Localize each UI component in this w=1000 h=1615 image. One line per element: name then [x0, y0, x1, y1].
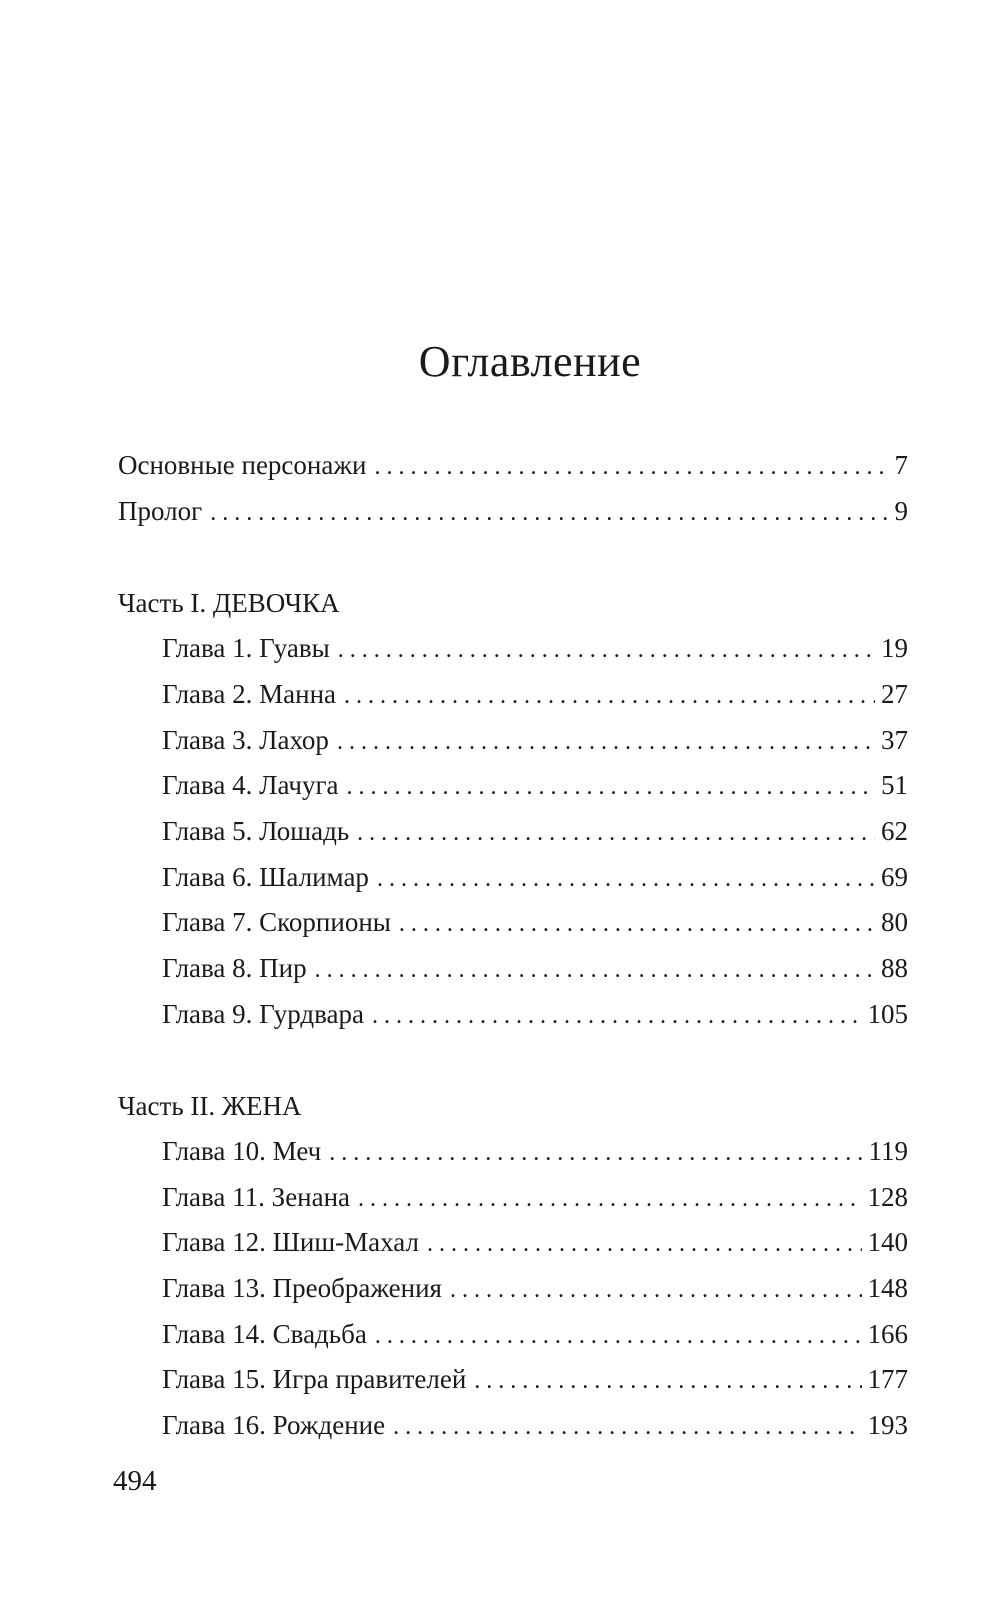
toc-chapter-entry	[162, 1316, 908, 1352]
chapter-page: 88	[881, 953, 908, 983]
toc-chapter-entry	[162, 859, 908, 895]
chapter-page: 128	[867, 1182, 908, 1212]
chapter-page: 80	[881, 907, 908, 937]
dot-leader	[372, 998, 862, 1034]
chapter-page: 19	[881, 633, 908, 663]
chapter-label: Глава 8. Пир	[162, 953, 307, 983]
toc-chapter-entry	[162, 1133, 908, 1169]
dot-leader	[347, 769, 875, 805]
dot-leader	[375, 1318, 862, 1354]
chapter-label: Глава 15. Игра правителей	[162, 1364, 467, 1394]
dot-leader	[338, 632, 875, 668]
chapter-label: Глава 4. Лачуга	[162, 770, 339, 800]
dot-leader	[337, 724, 875, 760]
chapter-label: Глава 7. Скорпионы	[162, 907, 391, 937]
chapter-page: 148	[867, 1273, 908, 1303]
dot-leader	[393, 1409, 861, 1445]
chapter-page: 166	[867, 1319, 908, 1349]
chapter-label: Глава 2. Манна	[162, 679, 337, 709]
toc-entry-page: 7	[894, 450, 908, 480]
toc-entry	[118, 447, 908, 483]
chapter-label: Глава 11. Зенана	[162, 1182, 351, 1212]
chapter-label: Глава 12. Шиш-Махал	[162, 1227, 419, 1257]
toc-chapter-entry	[162, 1407, 908, 1443]
toc-chapter-entry	[162, 722, 908, 758]
dot-leader	[374, 449, 888, 485]
toc-entry-label: Основные персонажи	[118, 450, 367, 480]
chapter-page: 105	[867, 999, 908, 1029]
dot-leader	[450, 1272, 862, 1308]
chapter-label: Глава 6. Шалимар	[162, 862, 369, 892]
toc-entry-page: 9	[894, 496, 908, 526]
chapter-label: Глава 13. Преображения	[162, 1273, 442, 1303]
chapter-label: Глава 1. Гуавы	[162, 633, 330, 663]
dot-leader	[427, 1226, 862, 1262]
chapter-page: 69	[881, 862, 908, 892]
chapter-label: Глава 3. Лахор	[162, 725, 329, 755]
part-heading: Часть II. ЖЕНА	[118, 1091, 302, 1121]
toc-entry	[118, 493, 908, 529]
dot-leader	[210, 495, 888, 531]
chapter-page: 193	[867, 1410, 908, 1440]
chapter-page: 27	[881, 679, 908, 709]
chapter-page: 177	[867, 1364, 908, 1394]
toc-entry-label: Пролог	[118, 496, 203, 526]
toc-chapter-entry	[162, 1224, 908, 1260]
chapter-label: Глава 14. Свадьба	[162, 1319, 367, 1349]
chapter-page: 51	[881, 770, 908, 800]
chapter-label: Глава 16. Рождение	[162, 1410, 386, 1440]
chapter-page: 119	[868, 1136, 908, 1166]
toc-chapter-entry	[162, 1361, 908, 1397]
toc-chapter-entry	[162, 1179, 908, 1215]
toc-chapter-entry	[162, 676, 908, 712]
dot-leader	[377, 861, 875, 897]
toc-chapter-entry	[162, 630, 908, 666]
dot-leader	[358, 1181, 861, 1217]
toc-chapter-entry	[162, 996, 908, 1032]
chapter-page: 37	[881, 725, 908, 755]
toc-chapter-entry	[162, 950, 908, 986]
toc-chapter-entry	[162, 767, 908, 803]
chapter-page: 140	[867, 1227, 908, 1257]
chapter-label: Глава 9. Гурдвара	[162, 999, 364, 1029]
dot-leader	[344, 678, 875, 714]
dot-leader	[315, 952, 875, 988]
chapter-label: Глава 5. Лошадь	[162, 816, 350, 846]
page-title: Оглавление	[418, 337, 642, 386]
dot-leader	[474, 1363, 861, 1399]
dot-leader	[357, 815, 875, 851]
toc-chapter-entry	[162, 813, 908, 849]
chapter-label: Глава 10. Меч	[162, 1136, 322, 1166]
part-heading: Часть I. ДЕВОЧКА	[118, 588, 340, 618]
toc-chapter-entry	[162, 1270, 908, 1306]
dot-leader	[329, 1135, 862, 1171]
toc-chapter-entry	[162, 904, 908, 940]
dot-leader	[399, 906, 875, 942]
chapter-page: 62	[881, 816, 908, 846]
page-number: 494	[113, 1465, 157, 1497]
